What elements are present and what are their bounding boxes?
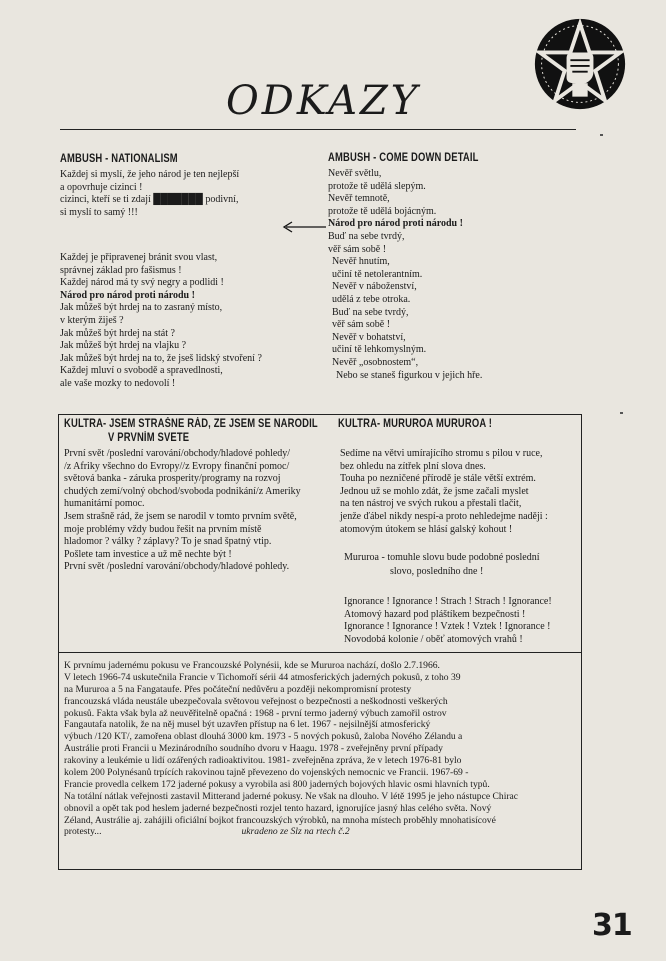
text-line: Jednou už se mohlo zdát, že jsme začali myslet (340, 485, 529, 497)
text-line: Nevěř temnotě, (328, 193, 390, 205)
kultra-mururoa-heading: KULTRA- MURUROA MURUROA ! (338, 418, 493, 430)
text-line (64, 826, 579, 838)
text-line: Zéland, Austrálie aj. zahájili oficiální bojkot francouzských výrobků, na mnoha místech proběhly mnohatisícové (64, 814, 496, 826)
text-line: Pošlete tam investice a už mě nechte být ! (64, 548, 232, 560)
text-line: na ten nástroj ve svých rukou a přestali tlačit, (340, 498, 522, 510)
text-line: První svět /poslední varování/obchody/hladové pohledy/ (64, 448, 291, 459)
ambush-come-down-heading: AMBUSH - COME DOWN DETAIL (328, 152, 479, 164)
kultra-rad-heading-line1: KULTRA- JSEM STRAŠNE RÁD, ZE JSEM SE NARODIL (64, 418, 318, 430)
paragraph-last-line: protesty... (64, 826, 102, 838)
kultra-box-divider (58, 652, 582, 653)
fist-star-emblem-icon (532, 16, 628, 112)
text-line: protože tě udělá slepým. (328, 180, 426, 192)
ambush-nationalism-heading: AMBUSH - NATIONALISM (60, 153, 178, 165)
text-line: cizinci, kteří se ti zdají ███████ podivní, (60, 194, 239, 206)
kultra-mururoa-lyrics-part2 (344, 596, 552, 646)
text-line: Jsem strašně rád, že jsem se narodil v tomto prvním světě, (64, 510, 297, 522)
text-line: V letech 1966-74 uskutečnila Francie v Tichomoří sérii 44 atmosferických jaderných pokusů, z toho 39 (64, 671, 461, 683)
text-line: Jak můžeš být hrdej na vlajku ? (60, 340, 187, 352)
print-speck (620, 412, 623, 414)
mururoa-history-paragraph (64, 660, 579, 838)
text-line: výbuch /120 KT/, zamořena oblast dlouhá 3000 km. 1973 - 5 nových pokusů, žaloba Nového Zélandu a (64, 731, 463, 743)
text-line: si myslí to samý !!! (60, 206, 138, 218)
text-line: Nebo se staneš figurkou v jejich hře. (336, 369, 483, 381)
text-line: věř sám sobě ! (328, 243, 387, 255)
text-line: Ignorance ! Ignorance ! Vztek ! Vztek ! Ignorance ! (344, 621, 551, 633)
text-line: učiní tě lehkomyslným. (332, 344, 427, 356)
text-line: udělá z tebe otroka. (332, 293, 411, 305)
text-line: Novodobá kolonie / oběť atomových vrahů ! (344, 633, 523, 645)
text-line: na Mururoa a 5 na Fangataufe. Přes počáteční nedůvěru a později nekompromisní protesty (64, 683, 412, 695)
text-line: Austrálie proti Francii u Mezinárodního soudního dvoru v Haagu. 1978 - zveřejněny první případy (64, 743, 443, 755)
text-line: Každej národ má ty svý negry a podlidi ! (60, 277, 224, 289)
text-line: hladomor ? války ? záplavy? To je snad špatný vtip. (64, 536, 272, 548)
left-arrow-icon (282, 221, 326, 233)
text-line: věř sám sobě ! (332, 319, 391, 331)
text-line: a opovrhuje cizinci ! (60, 181, 143, 193)
text-line: Každej je připravenej bránit svou vlast, (60, 252, 218, 263)
text-line: Francie provedla celkem 172 jaderné pokusy a vyrobila asi 800 jaderných bojových hlavic osmi hlavních typů. (64, 778, 490, 790)
text-line: rakoviny a leukémie u lidí ozářených radioaktivitou. 1981- zveřejněna zpráva, že v letech 1976-81 bylo (64, 755, 462, 767)
text-line: Atomový hazard pod pláštíkem bezpečnosti ! (344, 608, 526, 620)
text-line: francouzská vláda neustále ubezpečovala světovou veřejnost o bezpečnosti a neškodnosti veškerých (64, 695, 448, 707)
text-line: Národ pro národ proti národu ! (328, 218, 463, 230)
ambush-nationalism-lyrics-part2 (60, 252, 262, 391)
text-line: humanitární pomoc. (64, 498, 145, 510)
text-line: učiní tě netolerantním. (332, 268, 423, 280)
text-line: obnovil a opět tak pod heslem jaderné bezpečnosti rozjel tento hazard, ignorujíce jasný hlas celého světa. Nový (64, 802, 492, 814)
source-credit: ukradeno ze Slz na rtech č.2 (241, 826, 350, 838)
text-line: atomovým útokem se hlásí galský kohout ! (340, 523, 513, 535)
page-number: 31 (592, 908, 632, 943)
text-line: Fangautafa natolik, že na něj musel být uzavřen přístup na 6 let. 1967 - nejsilnější atmosferický (64, 719, 431, 731)
text-line: První svět /poslední varování/obchody/hladové pohledy. (64, 561, 290, 573)
text-line: Na totální nátlak veřejnosti zastavil Mitterand jaderné pokusy. Ne však na dlouho. V létě 1995 je jeho nástupce Chirac (64, 790, 519, 802)
text-line: chudých zemí/volný obchod/svoboda podnikání/z Ameriky (64, 485, 301, 497)
kultra-mururoa-verse-line2: slovo, posledního dne ! (390, 566, 484, 577)
print-speck (600, 134, 603, 136)
text-line: bez ohledu na zítřek plní slova dnes. (340, 460, 486, 472)
kultra-mururoa-lyrics-part1 (340, 448, 548, 536)
text-line: Jak můžeš být hrdej na to, že jseš lidský stvoření ? (60, 352, 262, 364)
text-line: kolem 200 Polynésanů trpících rakovinou tajně převezeno do vojenských nemocnic ve Francii. 1967-69 - (64, 767, 469, 779)
text-line: světová banka - záruka prosperity/programy na rozvoj (64, 473, 281, 485)
text-line: Národ pro národ proti národu ! (60, 289, 195, 301)
text-line: Nevěř v náboženství, (332, 281, 417, 293)
text-line: správnej základ pro fašismus ! (60, 264, 182, 276)
text-line: Sedíme na větvi umírajícího stromu s pilou v ruce, (340, 448, 543, 459)
page-title: ODKAZY (226, 78, 421, 124)
text-line: Nevěř světlu, (328, 168, 382, 179)
text-line: Jak můžeš být hrdej na stát ? (60, 327, 175, 339)
text-line: Každej mluví o svobodě a spravedlnosti, (60, 365, 223, 377)
ambush-nationalism-lyrics-part1 (60, 169, 239, 219)
kultra-rad-lyrics (64, 448, 301, 574)
text-line: Nevěř hnutím, (332, 256, 390, 268)
text-line: moje problémy vždy budou řešit na prvním místě (64, 523, 262, 535)
text-line: Nevěř „osobnostem“, (332, 356, 419, 368)
text-line: Ignorance ! Ignorance ! Strach ! Strach ! Ignorance! (344, 596, 552, 607)
text-line: protože tě udělá bojácným. (328, 205, 437, 217)
title-divider (60, 129, 576, 130)
kultra-mururoa-verse-line1: Mururoa - tomuhle slovu bude podobné poslední (344, 552, 540, 563)
text-line: Touha po nezničené přírodě je stále větší extrém. (340, 473, 536, 485)
text-line: jenže ďábel nikdy nespí-a proto nehledejme naději : (340, 510, 548, 522)
text-line: /z Afriky všechno do Evropy//z Evropy finanční pomoc/ (64, 460, 290, 472)
text-line: Každej si myslí, že jeho národ je ten nejlepší (60, 169, 240, 180)
text-line: Buď na sebe tvrdý, (328, 230, 405, 242)
text-line: Jak můžeš být hrdej na to zasraný místo, (60, 302, 223, 314)
text-line: Buď na sebe tvrdý, (332, 306, 409, 318)
text-line: v kterým žiješ ? (60, 314, 124, 326)
text-line: ale vaše mozky to nedovolí ! (60, 377, 176, 389)
text-line: K prvnímu jadernému pokusu ve Francouzské Polynésii, kde se Mururoa nachází, došlo 2.7.1966. (64, 660, 440, 671)
text-line: Nevěř v bohatství, (332, 331, 406, 343)
kultra-rad-heading-line2: V PRVNÍM SVETE (108, 432, 190, 444)
text-line: pokusů. Fakta však byla až neuvěřitelně opačná : 1968 - první termo jaderný výbuch zamořil ostrov (64, 707, 447, 719)
ambush-come-down-lyrics (328, 168, 482, 382)
